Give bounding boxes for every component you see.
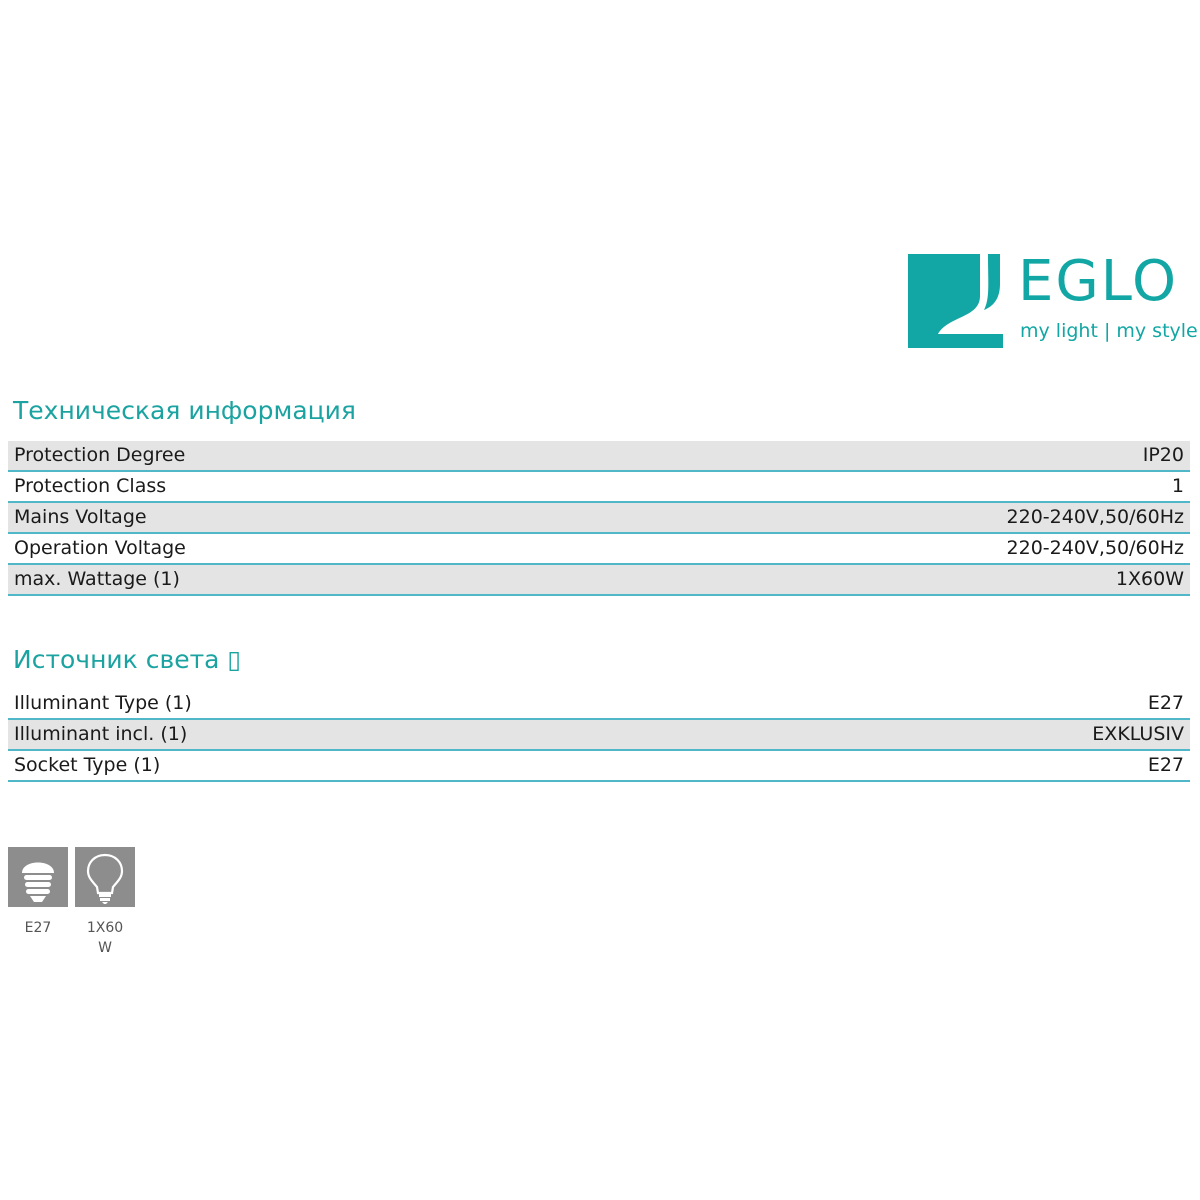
bulb-caption-line2: W bbox=[98, 940, 112, 956]
row-value: 220-240V,50/60Hz bbox=[1006, 506, 1184, 528]
table-row bbox=[8, 441, 1190, 472]
row-value: EXKLUSIV bbox=[1092, 723, 1184, 745]
socket-e27-icon bbox=[8, 847, 68, 907]
row-label: Mains Voltage bbox=[14, 506, 147, 528]
table-row bbox=[8, 720, 1190, 751]
brand-logo bbox=[908, 249, 1198, 352]
row-label: Operation Voltage bbox=[14, 537, 186, 559]
row-value: 220-240V,50/60Hz bbox=[1006, 537, 1184, 559]
bulb-caption bbox=[70, 918, 140, 958]
row-value: 1X60W bbox=[1115, 568, 1184, 590]
row-label: Illuminant incl. (1) bbox=[14, 723, 188, 745]
technical-info-table bbox=[8, 441, 1190, 596]
light-source-title: Источник света ▯ bbox=[13, 645, 242, 674]
brand-tagline: my light | my style bbox=[1020, 320, 1198, 342]
row-value: IP20 bbox=[1142, 444, 1184, 466]
brand-name: EGLO bbox=[1018, 249, 1179, 314]
table-row bbox=[8, 689, 1190, 720]
table-row bbox=[8, 534, 1190, 565]
table-row bbox=[8, 751, 1190, 782]
table-row bbox=[8, 503, 1190, 534]
row-label: Protection Degree bbox=[14, 444, 186, 466]
bulb-icon bbox=[75, 847, 135, 907]
row-label: Socket Type (1) bbox=[14, 754, 161, 776]
eglo-mark-icon bbox=[908, 254, 1008, 350]
row-value: E27 bbox=[1147, 692, 1184, 714]
socket-caption: E27 bbox=[24, 920, 52, 936]
row-value: 1 bbox=[1171, 475, 1184, 497]
row-label: Illuminant Type (1) bbox=[14, 692, 192, 714]
table-row bbox=[8, 565, 1190, 596]
row-label: max. Wattage (1) bbox=[14, 568, 180, 590]
table-row bbox=[8, 472, 1190, 503]
bulb-caption-line1: 1X60 bbox=[86, 920, 124, 936]
row-value: E27 bbox=[1147, 754, 1184, 776]
row-label: Protection Class bbox=[14, 475, 167, 497]
technical-info-title: Техническая информация bbox=[13, 396, 356, 425]
light-source-table bbox=[8, 689, 1190, 782]
